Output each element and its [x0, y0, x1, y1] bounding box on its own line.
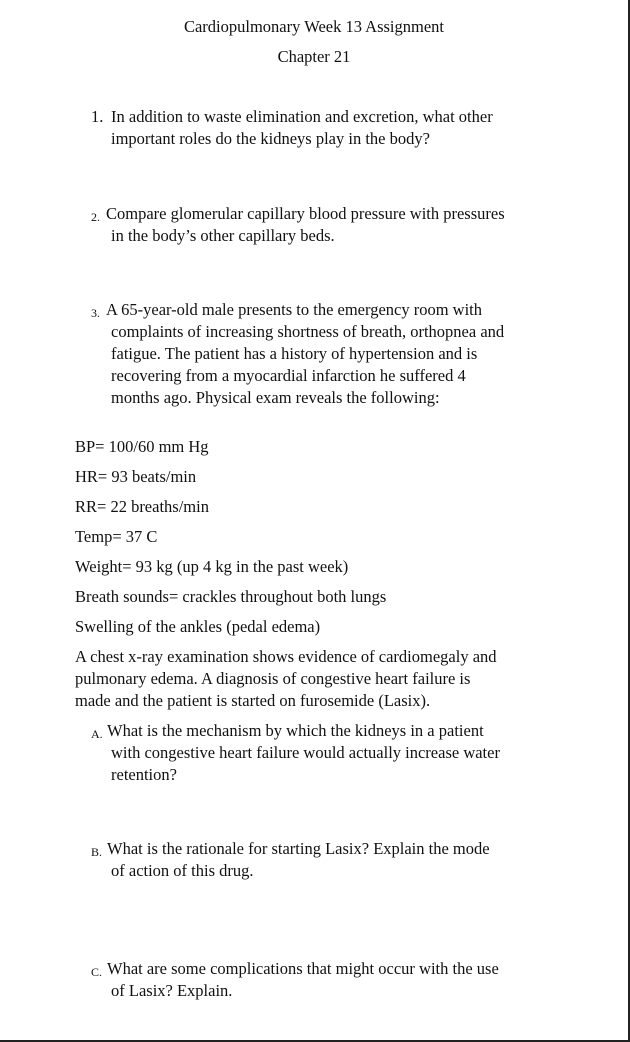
question-line: fatigue. The patient has a history of hypertension and is [111, 344, 478, 363]
question-line: In addition to waste elimination and excretion, what other [111, 107, 493, 126]
question-line: important roles do the kidneys play in the body? [111, 129, 430, 148]
question-line: complaints of increasing shortness of breath, orthopnea and [111, 322, 505, 341]
subquestion-line: with congestive heart failure would actually increase water [111, 743, 500, 762]
subquestion-line: What is the rationale for starting Lasix? Explain the mode [107, 839, 490, 858]
subquestion-line: What are some complications that might occur with the use [107, 959, 499, 978]
summary-line: made and the patient is started on furosemide (Lasix). [75, 691, 431, 710]
question-line: months ago. Physical exam reveals the following: [111, 388, 440, 407]
vital-temp: Temp= 37 C [75, 527, 158, 546]
document-title: Cardiopulmonary Week 13 Assignment [183, 17, 445, 36]
question-line: A 65-year-old male presents to the emergency room with [106, 300, 483, 319]
subquestion-letter: C. [91, 965, 103, 979]
vital-weight: Weight= 93 kg (up 4 kg in the past week) [75, 557, 349, 576]
subquestion-line: of Lasix? Explain. [111, 981, 233, 1000]
subquestion-line: retention? [111, 765, 177, 784]
summary-line: pulmonary edema. A diagnosis of congestive heart failure is [75, 669, 471, 688]
vital-hr: HR= 93 beats/min [75, 467, 197, 486]
question-number: 3. [91, 306, 100, 320]
vital-rr: RR= 22 breaths/min [75, 497, 209, 516]
question-line: Compare glomerular capillary blood pressure with pressures [106, 204, 505, 223]
vital-edema: Swelling of the ankles (pedal edema) [75, 617, 321, 636]
question-number: 2. [91, 210, 100, 224]
chapter-heading: Chapter 21 [277, 47, 351, 66]
subquestion-line: What is the mechanism by which the kidneys in a patient [107, 721, 484, 740]
subquestion-letter: A. [91, 727, 103, 741]
summary-line: A chest x-ray examination shows evidence of cardiomegaly and [75, 647, 497, 666]
vital-bp: BP= 100/60 mm Hg [75, 437, 209, 456]
subquestion-letter: B. [91, 845, 103, 859]
question-line: in the body’s other capillary beds. [111, 226, 335, 245]
question-line: recovering from a myocardial infarction he suffered 4 [111, 366, 466, 385]
vital-breath-sounds: Breath sounds= crackles throughout both lungs [75, 587, 387, 606]
subquestion-line: of action of this drug. [111, 861, 254, 880]
question-number: 1. [91, 107, 104, 126]
